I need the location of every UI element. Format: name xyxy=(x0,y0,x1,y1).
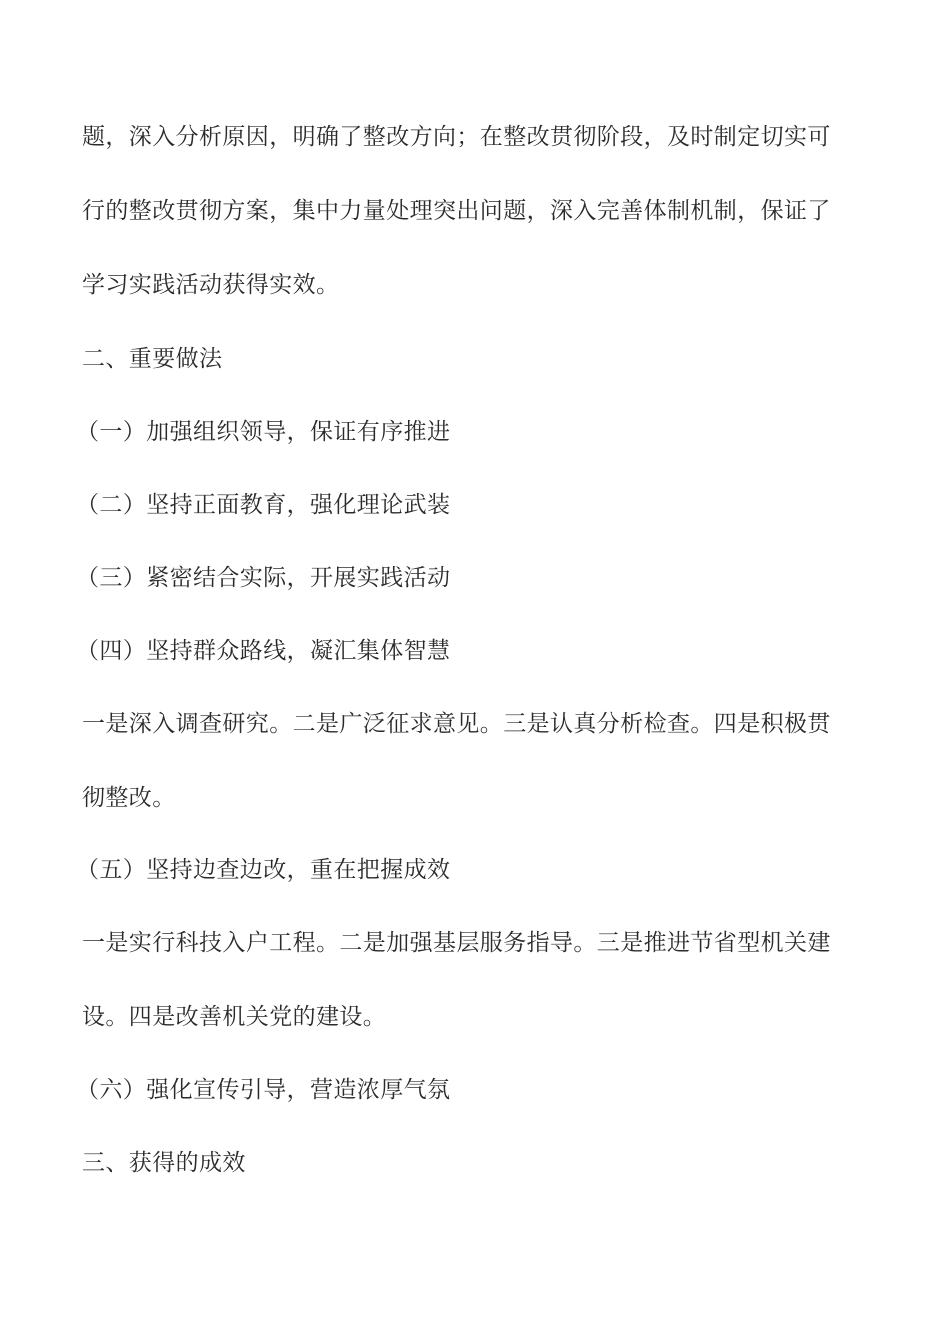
paragraph-line: 设。四是改善机关党的建设。 xyxy=(82,1004,387,1030)
paragraph-line: 一是深入调查研究。二是广泛征求意见。三是认真分析检查。四是积极贯 xyxy=(82,711,831,737)
paragraph-line: 一是实行科技入户工程。二是加强基层服务指导。三是推进节省型机关建 xyxy=(82,930,831,956)
paragraph-line: 彻整改。 xyxy=(82,785,176,811)
subsection-heading: （三）紧密结合实际，开展实践活动 xyxy=(76,565,451,591)
section-heading: 三、获得的成效 xyxy=(82,1150,246,1176)
paragraph-line: 学习实践活动获得实效。 xyxy=(82,272,340,298)
subsection-heading: （六）强化宣传引导，营造浓厚气氛 xyxy=(76,1077,451,1103)
subsection-heading: （四）坚持群众路线，凝汇集体智慧 xyxy=(76,638,451,664)
subsection-heading: （五）坚持边查边改，重在把握成效 xyxy=(76,857,451,883)
section-heading: 二、重要做法 xyxy=(82,346,223,372)
subsection-heading: （二）坚持正面教育，强化理论武装 xyxy=(76,492,451,518)
paragraph-line: 行的整改贯彻方案，集中力量处理突出问题，深入完善体制机制，保证了 xyxy=(82,198,831,224)
subsection-heading: （一）加强组织领导，保证有序推进 xyxy=(76,419,451,445)
paragraph-line: 题，深入分析原因，明确了整改方向；在整改贯彻阶段，及时制定切实可 xyxy=(82,124,831,150)
